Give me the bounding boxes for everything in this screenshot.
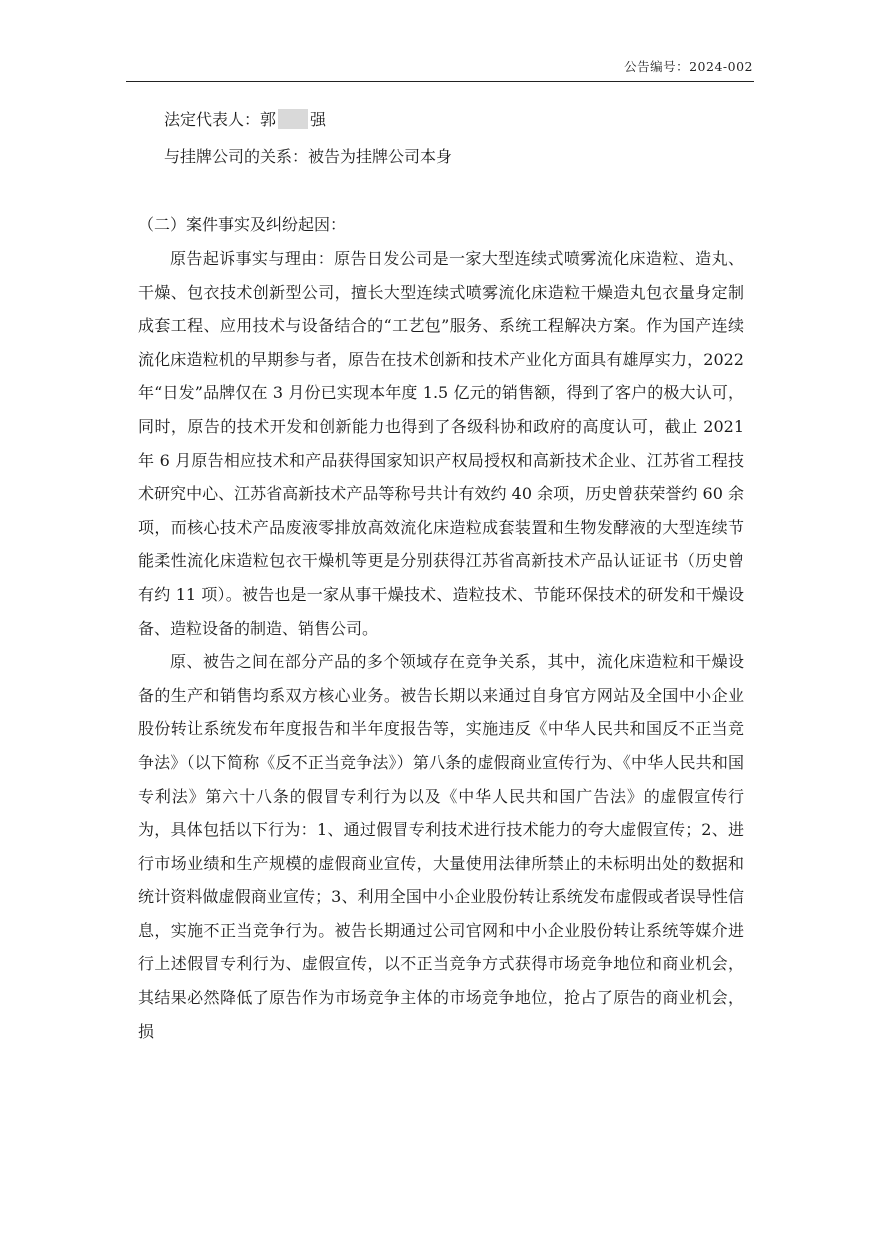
paragraph-plaintiff-claims: 原告起诉事实与理由：原告日发公司是一家大型连续式喷雾流化床造粒、造丸、干燥、包衣技术创新型公司，擅长大型连续式喷雾流化床造粒干燥造丸包衣量身定制成套工程、应用技术与设备结合的“工艺包”服务、系统工程解决方案。作为国产连续流化床造粒机的早期参与者，原告在技术创新和技术产业化方面具有雄厚实力，2022 年“日发”品牌仅在 3 月份已实现本年度 1.5 亿元的销售额，得到了客户的极大认可，同时，原告的技术开发和创新能力也得到了各级科协和政府的高度认可，截止 2021 年 6 月原告相应技术和产品获得国家知识产权局授权和高新技术企业、江苏省工程技术研究中心、江苏省高新技术产品等称号共计有效约 40 余项，历史曾获荣誉约 60 余项，而核心技术产品废液零排放高效流化床造粒成套装置和生物发酵液的大型连续节能柔性流化床造粒包衣干燥机等更是分别获得江苏省高新技术产品认证证书（历史曾有约 11 项）。被告也是一家从事干燥技术、造粒技术、节能环保技术的研发和干燥设备、造粒设备的制造、销售公司。 <box>138 249 744 638</box>
legal-rep-label: 法定代表人： <box>164 110 261 129</box>
company-relation-line: 与挂牌公司的关系：被告为挂牌公司本身 <box>164 147 453 166</box>
legal-representative-line <box>164 107 326 130</box>
header-divider <box>126 81 754 82</box>
body-text <box>138 242 744 1048</box>
announcement-number: 公告编号：2024-002 <box>624 59 753 74</box>
redaction-mask <box>278 109 308 129</box>
legal-rep-first-char: 郭 <box>260 110 277 129</box>
section-title: （二）案件事实及纠纷起因： <box>138 215 347 234</box>
paragraph-competition: 原、被告之间在部分产品的多个领域存在竞争关系，其中，流化床造粒和干燥设备的生产和销售均系双方核心业务。被告长期以来通过自身官方网站及全国中小企业股份转让系统发布年度报告和半年度报告等，实施违反《中华人民共和国反不正当竞争法》（以下简称《反不正当竞争法》）第八条的虚假商业宣传行为、《中华人民共和国专利法》第六十八条的假冒专利行为以及《中华人民共和国广告法》的虚假宣传行为，具体包括以下行为：1、通过假冒专利技术进行技术能力的夸大虚假宣传；2、进行市场业绩和生产规模的虚假商业宣传，大量使用法律所禁止的未标明出处的数据和统计资料做虚假商业宣传；3、利用全国中小企业股份转让系统发布虚假或者误导性信息，实施不正当竞争行为。被告长期通过公司官网和中小企业股份转让系统等媒介进行上述假冒专利行为、虚假宣传，以不正当竞争方式获得市场竞争地位和商业机会，其结果必然降低了原告作为市场竞争主体的市场竞争地位，抢占了原告的商业机会，损 <box>138 652 744 1041</box>
legal-rep-last-char: 强 <box>310 110 327 129</box>
